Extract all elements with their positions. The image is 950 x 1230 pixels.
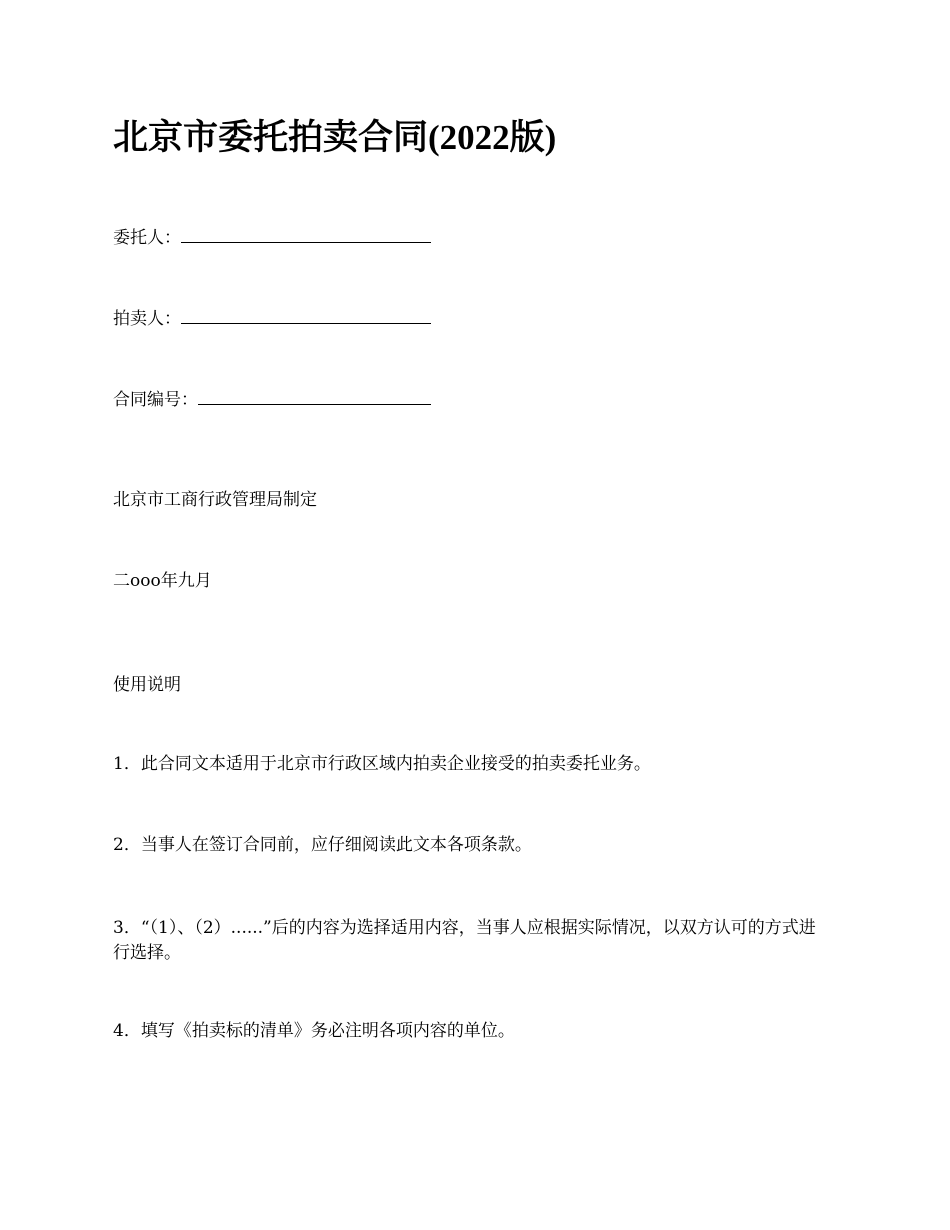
field-label: 拍卖人：	[113, 309, 181, 329]
instruction-item: 1．此合同文本适用于北京市行政区域内拍卖企业接受的拍卖委托业务。	[113, 754, 651, 774]
instruction-item: 3．“（1）、（2）......”后的内容为选择适用内容，当事人应根据实际情况，以双方认可的方式进行选择。	[113, 918, 816, 963]
blank-line[interactable]	[181, 303, 431, 324]
field-label: 委托人：	[113, 228, 181, 248]
instruction-item: 2．当事人在签订合同前，应仔细阅读此文本各项条款。	[113, 835, 532, 855]
field-entrustor	[113, 222, 431, 252]
blank-line[interactable]	[181, 222, 431, 243]
field-auctioneer	[113, 303, 431, 333]
document-title: 北京市委托拍卖合同(2022版)	[113, 118, 557, 157]
blank-line[interactable]	[198, 384, 431, 405]
instructions-heading: 使用说明	[113, 675, 181, 695]
date-text: 二ooo年九月	[113, 571, 212, 591]
issuer-text: 北京市工商行政管理局制定	[113, 490, 317, 510]
instruction-item: 4．填写《拍卖标的清单》务必注明各项内容的单位。	[113, 1021, 515, 1041]
field-label: 合同编号：	[113, 390, 198, 410]
field-contract-number	[113, 384, 431, 414]
